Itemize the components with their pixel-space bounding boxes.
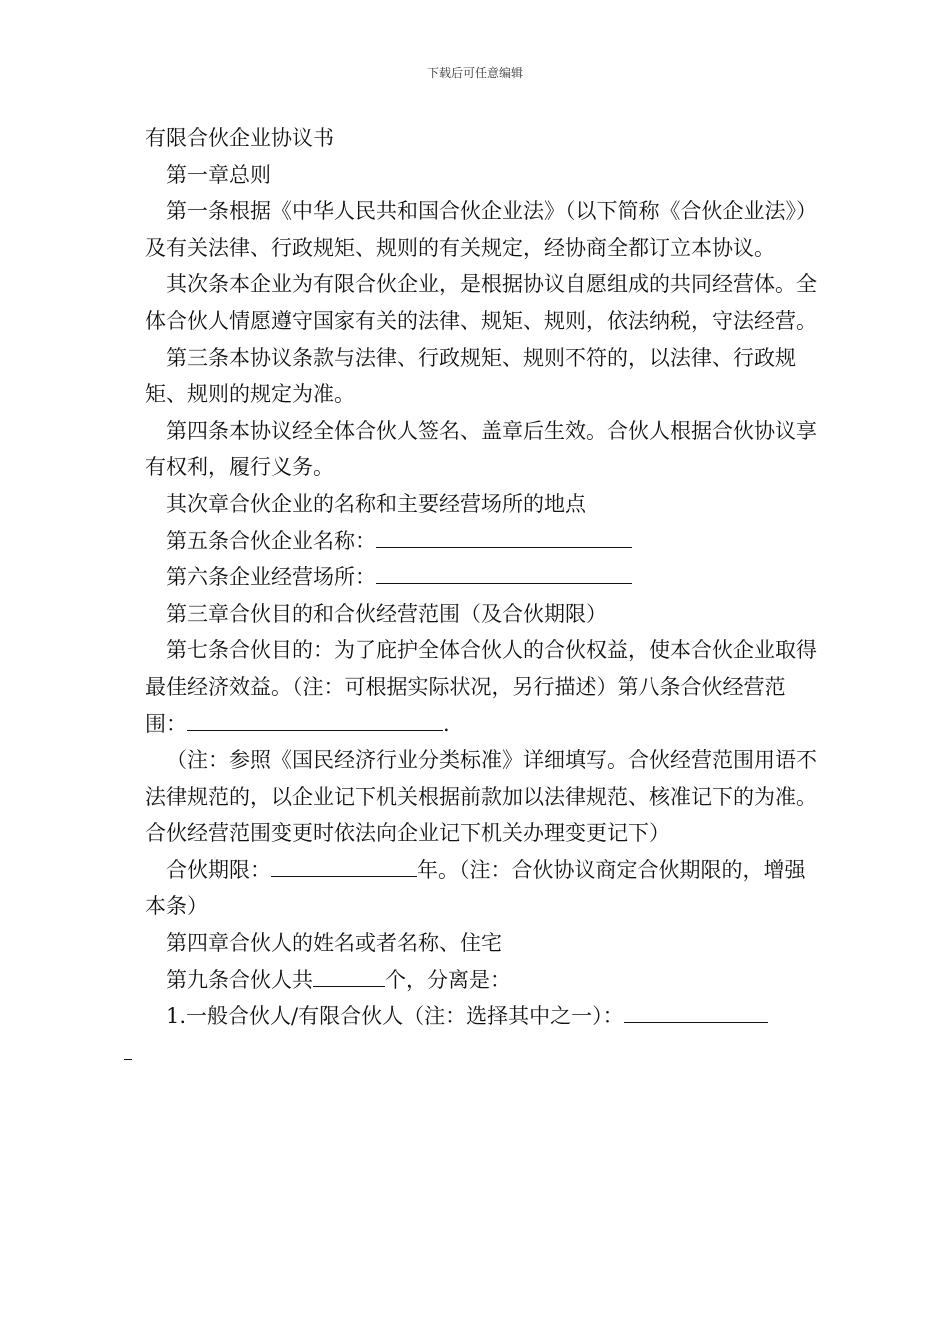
business-scope-blank[interactable]: [187, 708, 443, 731]
article-6-label: 第六条企业经营场所：: [166, 565, 376, 590]
article-5: [145, 523, 825, 560]
article-9-label: 第九条合伙人共: [166, 967, 313, 992]
term-years-blank[interactable]: [271, 854, 417, 877]
article-6: [145, 559, 825, 596]
partner-item-1: [145, 998, 825, 1071]
term-label: 合伙期限：: [166, 857, 271, 882]
article-1: 第一条根据《中华人民共和国合伙企业法》（以下简称《合伙企业法》）及有关法律、行政规矩、规则的有关规定，经协商全都订立本协议。: [145, 199, 817, 260]
document-title: 有限合伙企业协议书: [145, 126, 334, 150]
article-9: [145, 962, 825, 999]
chapter-3-heading: 第三章合伙目的和合伙经营范围（及合伙期限）: [166, 601, 607, 626]
partner-1-blank-continuation: [124, 1037, 132, 1060]
article-2: 其次条本企业为有限合伙企业，是根据协议自愿组成的共同经营体。全体合伙人情愿遵守国家有关的法律、规矩、规则，依法纳税，守法经营。: [145, 272, 817, 333]
chapter-1-heading: 第一章总则: [166, 162, 271, 187]
article-8-note: （注：参照《国民经济行业分类标准》详细填写。合伙经营范围用语不法律规范的，以企业记下机关根据前款加以法律规范、核准记下的为准。合伙经营范围变更时依法向企业记下机关办理变更记下）: [145, 748, 817, 846]
chapter-4-heading: 第四章合伙人的姓名或者名称、住宅: [166, 931, 502, 956]
article-7-text: 第七条合伙目的：为了庇护全体合伙人的合伙权益，使本合伙企业取得最佳经济效益。（注：可根据实际状况，另行描述）第八条合伙经营范围：: [145, 638, 817, 736]
term-note: 年。（注：合伙协议商定合伙期限的，增强本条）: [145, 857, 806, 919]
partner-count-blank[interactable]: [313, 964, 385, 987]
business-location-blank[interactable]: [376, 561, 632, 584]
document-body: [145, 120, 825, 1071]
page-header: 下载后可任意编辑: [426, 66, 523, 80]
article-7: [145, 632, 825, 742]
partner-1-blank[interactable]: [624, 1000, 768, 1023]
chapter-2-heading: 其次章合伙企业的名称和主要经营场所的地点: [166, 491, 586, 516]
article-9-suffix: 个，分离是：: [385, 967, 511, 992]
article-5-label: 第五条合伙企业名称：: [166, 528, 376, 553]
article-8-end: .: [443, 711, 450, 736]
enterprise-name-blank[interactable]: [376, 525, 632, 548]
article-4: 第四条本协议经全体合伙人签名、盖章后生效。合伙人根据合伙协议享有权利，履行义务。: [145, 418, 817, 480]
partner-item-1-label: 1.一般合伙人/有限合伙人（注：选择其中之一）：: [166, 1004, 624, 1029]
article-3: 第三条本协议条款与法律、行政规矩、规则不符的，以法律、行政规矩、规则的规定为准。: [145, 345, 796, 407]
partnership-term: [145, 852, 825, 925]
